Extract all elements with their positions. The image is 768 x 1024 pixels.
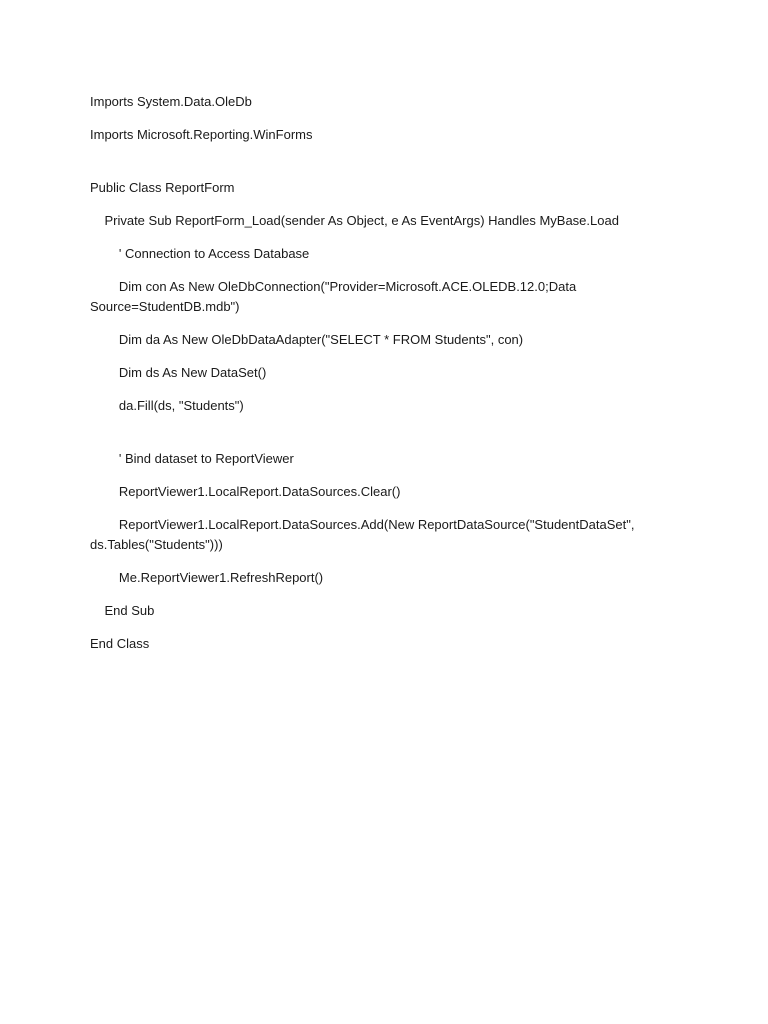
code-document (90, 92, 650, 667)
comment-connection-line: ' Connection to Access Database (90, 246, 310, 261)
blank-line (90, 158, 650, 178)
refresh-report-line: Me.ReportViewer1.RefreshReport() (90, 570, 324, 585)
import-line-oledb: Imports System.Data.OleDb (90, 94, 252, 109)
add-datasource-line: ReportViewer1.LocalReport.DataSources.Add(New ReportDataSource("StudentDataSet", ds.Tables("Students"))) (90, 517, 639, 552)
dataset-line: Dim ds As New DataSet() (90, 365, 267, 380)
sub-declaration-line: Private Sub ReportForm_Load(sender As Object, e As EventArgs) Handles MyBase.Load (90, 213, 619, 228)
comment-bind-line: ' Bind dataset to ReportViewer (90, 451, 294, 466)
clear-datasources-line: ReportViewer1.LocalReport.DataSources.Clear() (90, 484, 401, 499)
blank-line (90, 429, 650, 449)
import-line-reporting: Imports Microsoft.Reporting.WinForms (90, 127, 313, 142)
adapter-line: Dim da As New OleDbDataAdapter("SELECT * FROM Students", con) (90, 332, 524, 347)
fill-line: da.Fill(ds, "Students") (90, 398, 244, 413)
class-declaration-line: Public Class ReportForm (90, 180, 235, 195)
end-sub-line: End Sub (90, 603, 155, 618)
connection-line: Dim con As New OleDbConnection("Provider=Microsoft.ACE.OLEDB.12.0;Data Source=StudentDB.mdb") (90, 279, 580, 314)
end-class-line: End Class (90, 636, 150, 651)
